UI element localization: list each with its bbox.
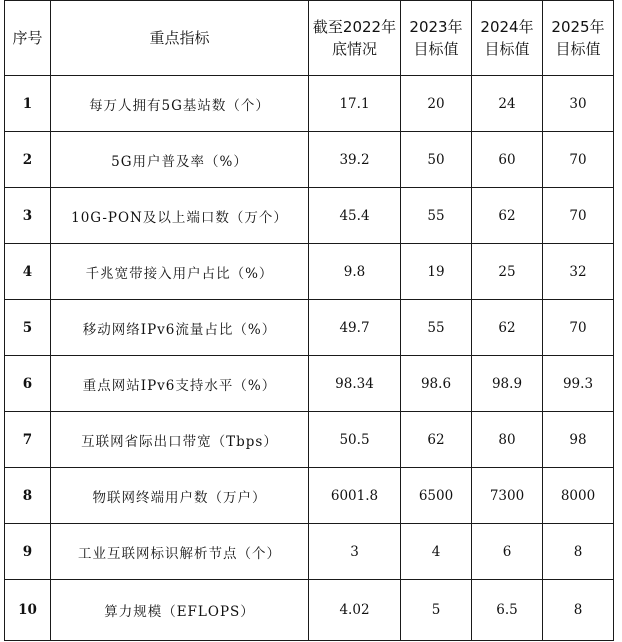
table-row — [5, 132, 614, 188]
row-indicator: 互联网省际出口带宽（Tbps） — [51, 412, 309, 468]
row-number: 6 — [5, 356, 51, 412]
header-2025-line2: 目标值 — [555, 40, 601, 58]
header-seq: 序号 — [5, 1, 51, 76]
row-indicator: 每万人拥有5G基站数（个） — [51, 76, 309, 132]
row-number: 1 — [5, 76, 51, 132]
row-target-2025: 70 — [543, 188, 614, 244]
row-target-2025: 70 — [543, 300, 614, 356]
row-baseline: 39.2 — [309, 132, 401, 188]
row-baseline: 4.02 — [309, 580, 401, 641]
table-row — [5, 356, 614, 412]
row-target-2025: 8 — [543, 580, 614, 641]
row-baseline: 3 — [309, 524, 401, 580]
row-baseline: 9.8 — [309, 244, 401, 300]
row-indicator: 物联网终端用户数（万户） — [51, 468, 309, 524]
header-indicator: 重点指标 — [51, 1, 309, 76]
row-number: 2 — [5, 132, 51, 188]
row-number: 10 — [5, 580, 51, 641]
row-target-2024: 62 — [472, 300, 543, 356]
key-indicators-table — [4, 0, 614, 641]
table-row — [5, 76, 614, 132]
row-target-2025: 70 — [543, 132, 614, 188]
row-target-2023: 5 — [401, 580, 472, 641]
table-row — [5, 412, 614, 468]
header-2024-line1: 2024年 — [480, 18, 534, 36]
row-target-2025: 8000 — [543, 468, 614, 524]
row-target-2023: 19 — [401, 244, 472, 300]
row-indicator: 重点网站IPv6支持水平（%） — [51, 356, 309, 412]
row-target-2025: 98 — [543, 412, 614, 468]
row-target-2023: 55 — [401, 300, 472, 356]
row-number: 4 — [5, 244, 51, 300]
header-baseline-line1: 截至2022年 — [312, 18, 397, 36]
header-2025-line1: 2025年 — [551, 18, 605, 36]
row-target-2024: 60 — [472, 132, 543, 188]
row-indicator: 移动网络IPv6流量占比（%） — [51, 300, 309, 356]
row-baseline: 50.5 — [309, 412, 401, 468]
row-number: 3 — [5, 188, 51, 244]
row-target-2023: 20 — [401, 76, 472, 132]
header-2024 — [472, 1, 543, 76]
row-target-2024: 98.9 — [472, 356, 543, 412]
header-2023-line1: 2023年 — [409, 18, 463, 36]
row-baseline: 6001.8 — [309, 468, 401, 524]
row-target-2023: 6500 — [401, 468, 472, 524]
header-row — [5, 1, 614, 76]
row-indicator: 千兆宽带接入用户占比（%） — [51, 244, 309, 300]
row-target-2025: 99.3 — [543, 356, 614, 412]
row-baseline: 49.7 — [309, 300, 401, 356]
row-target-2025: 30 — [543, 76, 614, 132]
row-target-2024: 6 — [472, 524, 543, 580]
table-row — [5, 244, 614, 300]
row-target-2023: 55 — [401, 188, 472, 244]
table-row — [5, 580, 614, 641]
row-baseline: 45.4 — [309, 188, 401, 244]
row-target-2023: 62 — [401, 412, 472, 468]
row-target-2024: 62 — [472, 188, 543, 244]
row-indicator: 5G用户普及率（%） — [51, 132, 309, 188]
header-2023-line2: 目标值 — [413, 40, 459, 58]
row-indicator: 10G-PON及以上端口数（万个） — [51, 188, 309, 244]
header-2023 — [401, 1, 472, 76]
row-number: 9 — [5, 524, 51, 580]
row-target-2024: 24 — [472, 76, 543, 132]
row-number: 7 — [5, 412, 51, 468]
row-target-2023: 98.6 — [401, 356, 472, 412]
row-number: 8 — [5, 468, 51, 524]
row-target-2024: 80 — [472, 412, 543, 468]
header-2025 — [543, 1, 614, 76]
row-indicator: 算力规模（EFLOPS） — [51, 580, 309, 641]
table-row — [5, 300, 614, 356]
row-target-2024: 25 — [472, 244, 543, 300]
table-row — [5, 468, 614, 524]
row-baseline: 98.34 — [309, 356, 401, 412]
header-baseline — [309, 1, 401, 76]
row-target-2023: 4 — [401, 524, 472, 580]
row-target-2024: 7300 — [472, 468, 543, 524]
row-target-2023: 50 — [401, 132, 472, 188]
header-baseline-line2: 底情况 — [331, 40, 377, 58]
table-row — [5, 188, 614, 244]
header-2024-line2: 目标值 — [484, 40, 530, 58]
row-target-2025: 8 — [543, 524, 614, 580]
table-row — [5, 524, 614, 580]
row-number: 5 — [5, 300, 51, 356]
row-baseline: 17.1 — [309, 76, 401, 132]
row-target-2025: 32 — [543, 244, 614, 300]
row-target-2024: 6.5 — [472, 580, 543, 641]
row-indicator: 工业互联网标识解析节点（个） — [51, 524, 309, 580]
